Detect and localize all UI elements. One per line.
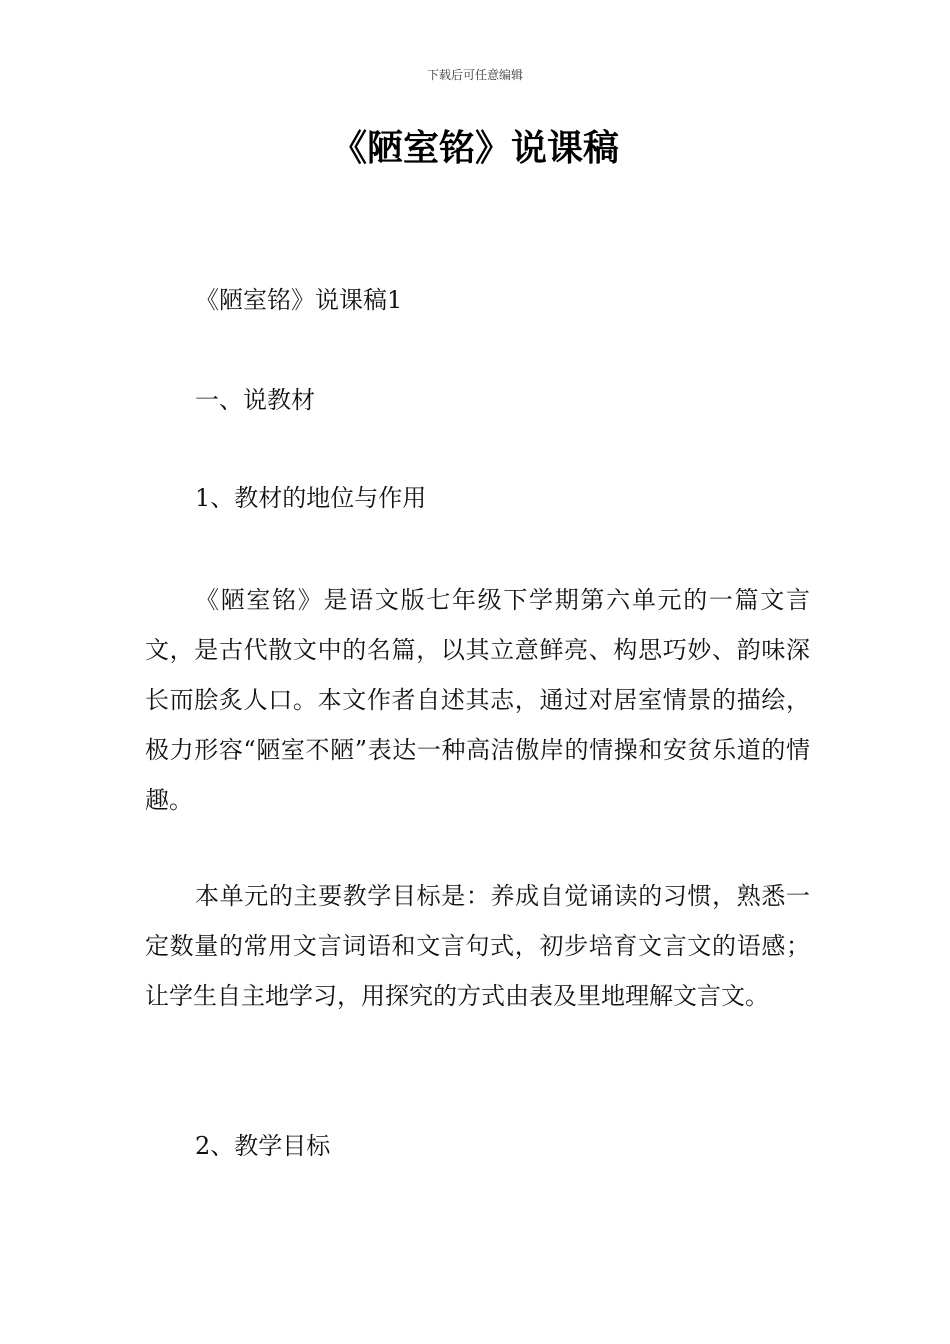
- header-note: 下载后可任意编辑: [426, 68, 523, 82]
- subsection-heading-1: 1、教材的地位与作用: [195, 484, 427, 512]
- section-heading-1: 一、说教材: [195, 386, 315, 414]
- paragraph-1: 《陋室铭》是语文版七年级下学期第六单元的一篇文言文，是古代散文中的名篇，以其立意鲜亮、构思巧妙、韵味深长而脍炙人口。本文作者自述其志，通过对居室情景的描绘，极力形容“陋室不陋”表达一种高洁傲岸的情操和安贫乐道的情趣。: [145, 586, 810, 814]
- subtitle: 《陋室铭》说课稿1: [195, 286, 403, 314]
- document-title: 《陋室铭》说课稿: [330, 128, 619, 169]
- subsection-heading-2: 2、教学目标: [195, 1132, 331, 1160]
- paragraph-2: 本单元的主要教学目标是：养成自觉诵读的习惯，熟悉一定数量的常用文言词语和文言句式，初步培育文言文的语感；让学生自主地学习，用探究的方式由表及里地理解文言文。: [145, 882, 810, 1010]
